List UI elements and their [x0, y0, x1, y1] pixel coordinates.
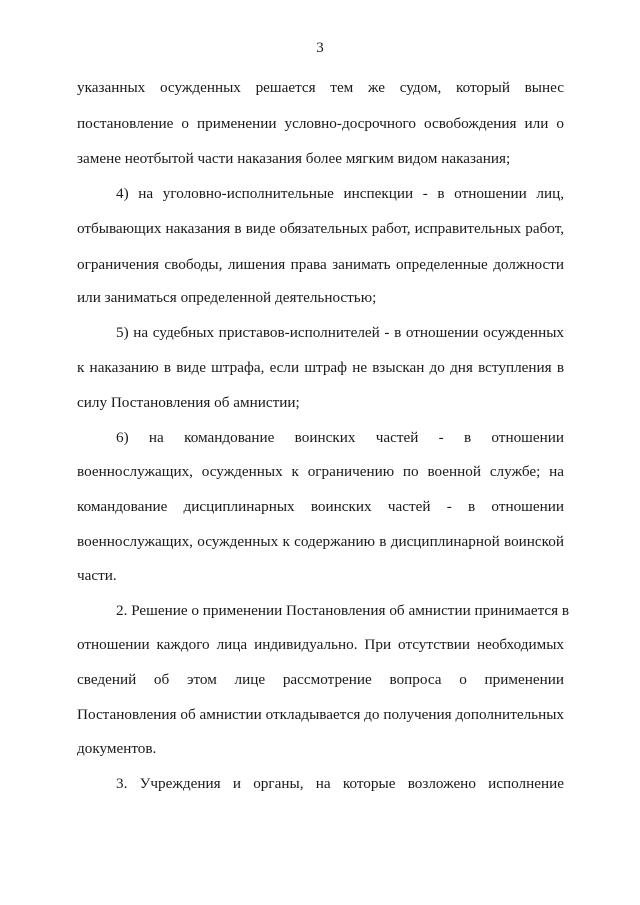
text-line: отношении каждого лица индивидуально. При отсутствии необходимых: [77, 636, 564, 653]
text-line: сведений об этом лице рассмотрение вопроса о применении: [77, 671, 564, 688]
page-number: 3: [316, 40, 324, 56]
text-line: 3. Учреждения и органы, на которые возложено исполнение: [116, 775, 564, 792]
text-line: военнослужащих, осужденных к содержанию в дисциплинарной воинской: [77, 533, 564, 550]
text-line: отбывающих наказания в виде обязательных работ, исправительных работ,: [77, 220, 564, 237]
text-line: постановление о применении условно-досрочного освобождения или о: [77, 115, 564, 132]
text-line: ограничения свободы, лишения права занимать определенные должности: [77, 256, 564, 273]
text-line: 6) на командование воинских частей - в отношении: [116, 429, 564, 446]
text-line: части.: [77, 567, 117, 584]
text-line: 5) на судебных приставов-исполнителей - в отношении осужденных: [116, 324, 564, 341]
text-line: 4) на уголовно-исполнительные инспекции - в отношении лиц,: [116, 185, 564, 202]
text-line: Постановления об амнистии откладывается до получения дополнительных: [77, 706, 564, 723]
text-line: 2. Решение о применении Постановления об амнистии принимается в: [116, 602, 570, 619]
text-line: или заниматься определенной деятельностью;: [77, 289, 377, 306]
text-line: замене неотбытой части наказания более мягким видом наказания;: [77, 150, 511, 167]
text-line: командование дисциплинарных воинских частей - в отношении: [77, 498, 564, 515]
text-line: силу Постановления об амнистии;: [77, 394, 300, 411]
text-line: к наказанию в виде штрафа, если штраф не взыскан до дня вступления в: [77, 359, 564, 376]
text-line: указанных осужденных решается тем же судом, который вынес: [77, 79, 564, 96]
text-line: документов.: [77, 740, 157, 757]
text-line: военнослужащих, осужденных к ограничению по военной службе; на: [77, 463, 564, 480]
